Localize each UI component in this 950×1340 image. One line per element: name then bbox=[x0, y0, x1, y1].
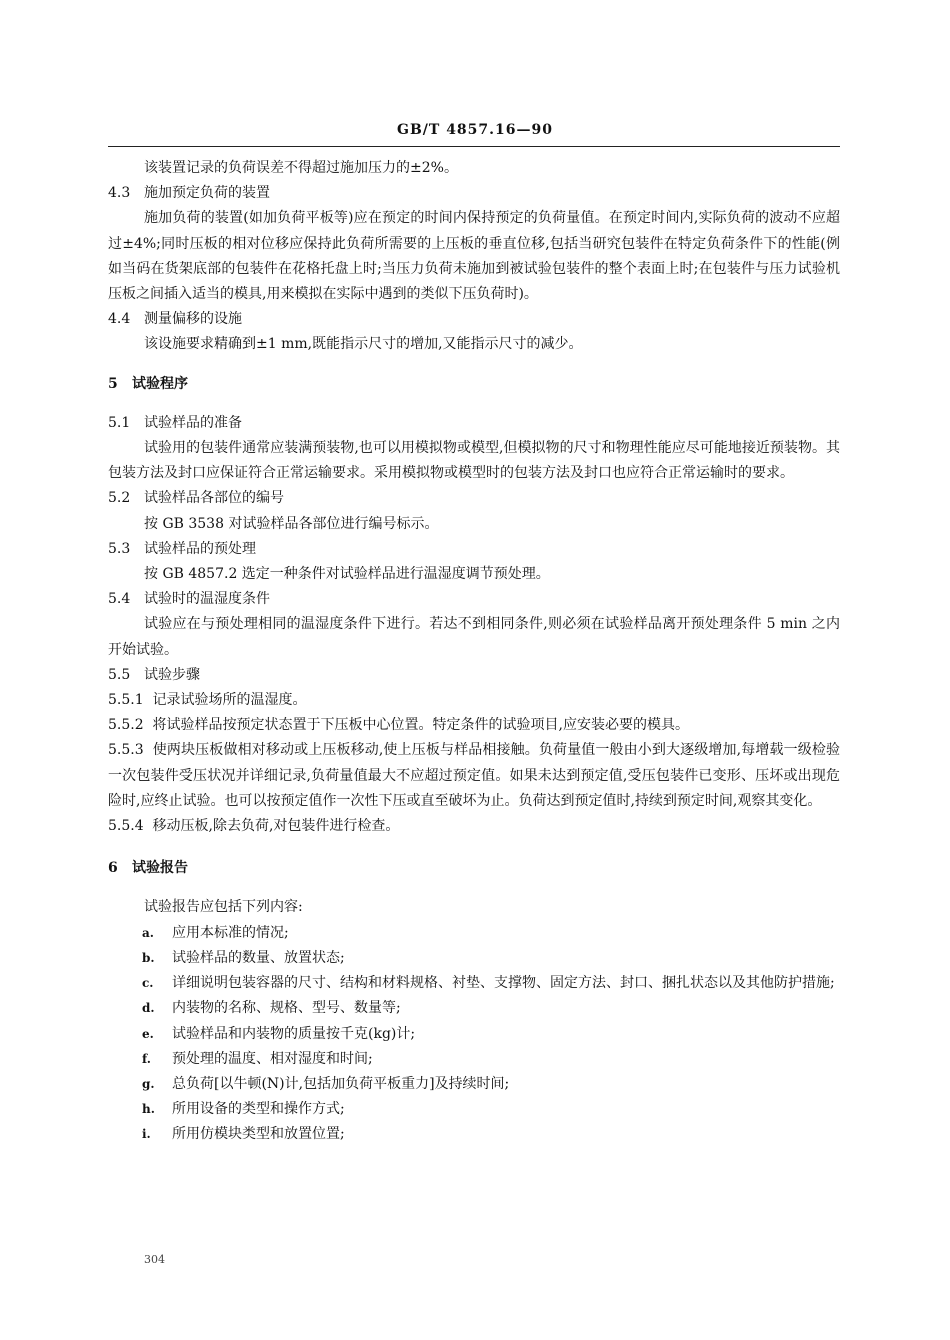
list-item-c bbox=[108, 971, 840, 996]
paragraph: 按 GB 3538 对试验样品各部位进行编号标示。 bbox=[144, 515, 439, 532]
section-number: 4.3 bbox=[108, 185, 131, 202]
section-heading-5-4 bbox=[108, 587, 840, 612]
section-number: 4.4 bbox=[108, 311, 131, 328]
list-item-e bbox=[108, 1022, 840, 1047]
subsection-text: 使两块压板做相对移动或上压板移动,使上压板与样品相接触。负荷量值一般由小到大逐级增加,每增载一级检验一次包装件受压状况并详细记录,负荷量值最大不应超过预定值。如果未达到预定值,受压包装件已变形、压坏或出现危险时,应终止试验。也可以按预定值作一次性下压或直至破坏为止。负荷达到预定值时,持续到预定时间,观察其变化。 bbox=[108, 742, 840, 809]
subsection-number: 5.5.1 bbox=[108, 692, 144, 709]
subsection-5-5-2 bbox=[108, 713, 840, 738]
subsection-5-5-1 bbox=[108, 688, 840, 713]
list-item-a bbox=[108, 921, 840, 946]
list-text: 内装物的名称、规格、型号、数量等; bbox=[172, 1000, 401, 1017]
list-text: 应用本标准的情况; bbox=[172, 924, 289, 941]
list-label: d. bbox=[142, 1001, 155, 1016]
section-number: 5.3 bbox=[108, 540, 131, 557]
paragraph: 按 GB 4857.2 选定一种条件对试验样品进行温湿度调节预处理。 bbox=[144, 566, 550, 583]
section-heading-5-1 bbox=[108, 411, 840, 436]
list-text: 预处理的温度、相对湿度和时间; bbox=[172, 1050, 373, 1067]
list-text: 所用设备的类型和操作方式; bbox=[172, 1101, 345, 1118]
paragraph: 试验报告应包括下列内容: bbox=[144, 899, 303, 916]
paragraph: 试验应在与预处理相同的温湿度条件下进行。若达不到相同条件,则必须在试验样品离开预处理条件 5 min 之内开始试验。 bbox=[108, 616, 840, 658]
list-label: g. bbox=[142, 1076, 155, 1091]
section-heading-5-3 bbox=[108, 537, 840, 562]
list-item-g bbox=[108, 1072, 840, 1097]
section-heading-5-5 bbox=[108, 663, 840, 688]
list-item-b bbox=[108, 946, 840, 971]
list-item-f bbox=[108, 1047, 840, 1072]
section-heading-4-4 bbox=[108, 307, 840, 332]
list-text: 总负荷[以牛顿(N)计,包括加负荷平板重力]及持续时间; bbox=[172, 1075, 510, 1092]
list-label: b. bbox=[142, 950, 155, 965]
subsection-text: 将试验样品按预定状态置于下压板中心位置。特定条件的试验项目,应安装必要的模具。 bbox=[152, 717, 689, 734]
section-number: 5.4 bbox=[108, 591, 131, 608]
page-number: 304 bbox=[144, 1253, 165, 1266]
list-label: a. bbox=[142, 925, 154, 940]
paragraph: 施加负荷的装置(如加负荷平板等)应在预定的时间内保持预定的负荷量值。在预定时间内,实际负荷的波动不应超过±4%;同时压板的相对位移应保持此负荷所需要的上压板的垂直位移,包括当研究包装件在特定负荷条件下的性能(例如当码在货架底部的包装件在花格托盘上时;当压力负荷未施加到被试验包装件的整个表面上时;在包装件与压力试验机压板之间插入适当的模具,用来模拟在实际中遇到的类似下压负荷时)。 bbox=[108, 210, 840, 303]
document-header: GB/T 4857.16—90 bbox=[397, 122, 553, 138]
list-label: i. bbox=[142, 1127, 151, 1142]
section-title: 试验步骤 bbox=[144, 666, 200, 683]
list-text: 所用仿模块类型和放置位置; bbox=[172, 1126, 345, 1143]
chapter-number: 5 bbox=[108, 375, 118, 392]
subsection-5-5-4 bbox=[108, 814, 840, 839]
list-label: f. bbox=[142, 1051, 151, 1066]
list-text: 详细说明包装容器的尺寸、结构和材料规格、衬垫、支撑物、固定方法、封口、捆扎状态以及其他防护措施; bbox=[172, 975, 835, 992]
header-rule bbox=[108, 146, 840, 147]
section-title: 测量偏移的设施 bbox=[144, 311, 242, 328]
list-item-d bbox=[108, 996, 840, 1021]
chapter-heading-6 bbox=[108, 856, 840, 881]
list-label: c. bbox=[142, 976, 154, 991]
section-heading-5-2 bbox=[108, 486, 840, 511]
chapter-number: 6 bbox=[108, 860, 118, 877]
chapter-title: 试验程序 bbox=[132, 375, 188, 392]
section-number: 5.5 bbox=[108, 666, 131, 683]
list-label: e. bbox=[142, 1026, 154, 1041]
subsection-number: 5.5.4 bbox=[108, 818, 144, 835]
section-title: 施加预定负荷的装置 bbox=[144, 185, 270, 202]
list-label: h. bbox=[142, 1102, 155, 1117]
subsection-number: 5.5.2 bbox=[108, 717, 144, 734]
subsection-number: 5.5.3 bbox=[108, 742, 144, 759]
section-number: 5.2 bbox=[108, 490, 131, 507]
section-number: 5.1 bbox=[108, 414, 131, 431]
section-title: 试验时的温湿度条件 bbox=[144, 591, 270, 608]
section-title: 试验样品的准备 bbox=[144, 414, 242, 431]
section-title: 试验样品的预处理 bbox=[144, 540, 256, 557]
section-heading-4-3 bbox=[108, 181, 840, 206]
subsection-5-5-3 bbox=[108, 738, 840, 814]
list-item-i bbox=[108, 1122, 840, 1147]
list-item-h bbox=[108, 1097, 840, 1122]
subsection-text: 记录试验场所的温湿度。 bbox=[152, 692, 307, 709]
paragraph: 试验用的包装件通常应装满预装物,也可以用模拟物或模型,但模拟物的尺寸和物理性能应尽可能地接近预装物。其包装方法及封口应保证符合正常运输要求。采用模拟物或模型时的包装方法及封口也应符合正常运输时的要求。 bbox=[108, 440, 840, 482]
chapter-title: 试验报告 bbox=[132, 860, 188, 877]
document-body bbox=[108, 156, 840, 1148]
paragraph: 该设施要求精确到±1 mm,既能指示尺寸的增加,又能指示尺寸的减少。 bbox=[144, 336, 583, 353]
list-text: 试验样品的数量、放置状态; bbox=[172, 949, 345, 966]
list-text: 试验样品和内装物的质量按千克(kg)计; bbox=[172, 1025, 416, 1042]
subsection-text: 移动压板,除去负荷,对包装件进行检查。 bbox=[152, 818, 400, 835]
section-title: 试验样品各部位的编号 bbox=[144, 490, 284, 507]
paragraph: 该装置记录的负荷误差不得超过施加压力的±2%。 bbox=[144, 160, 458, 176]
chapter-heading-5 bbox=[108, 372, 840, 397]
